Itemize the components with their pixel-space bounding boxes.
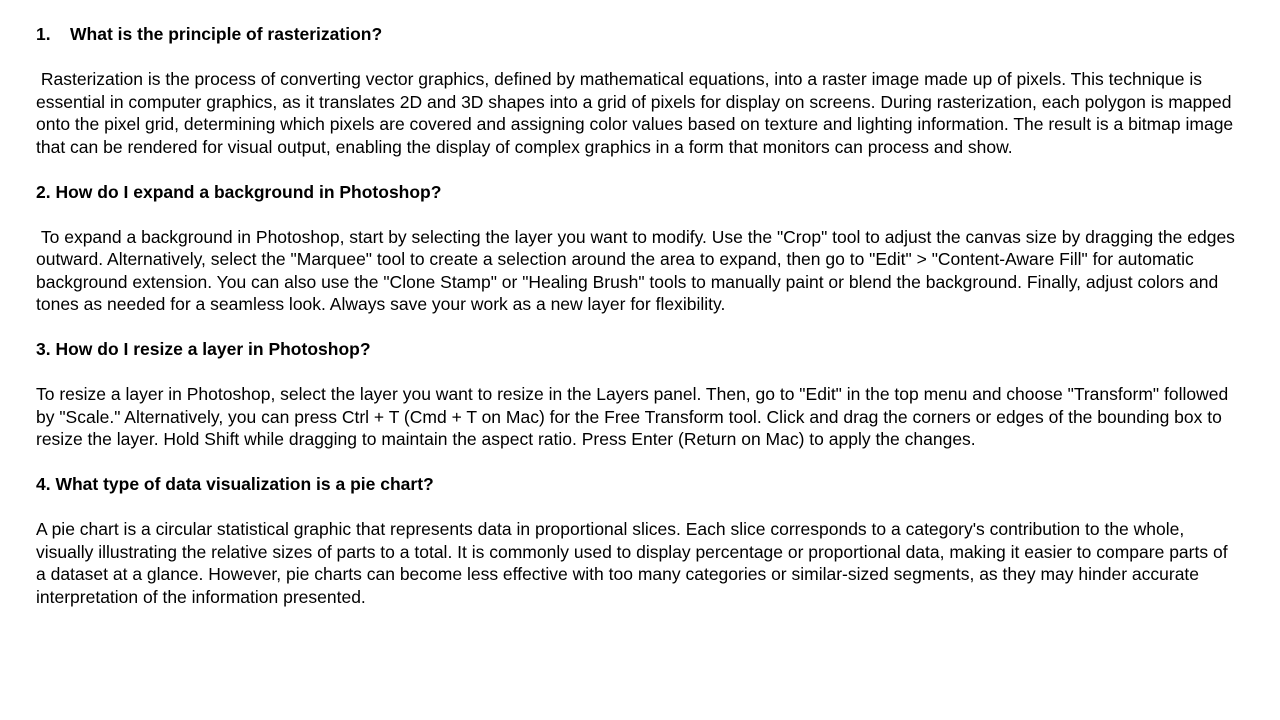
question-heading: 1. What is the principle of rasterization? — [36, 24, 383, 44]
answer-paragraph: To resize a layer in Photoshop, select the layer you want to resize in the Layers panel. Then, go to "Edit" in the top menu and choose "Transform" followed by "Scale." Alternatively, you can press Ctrl + T (Cmd + T on Mac) for the Free Transform tool. Click and drag the corners or edges of the bounding box to resize the layer. Hold Shift while dragging to maintain the aspect ratio. Press Enter (Return on Mac) to apply the changes. — [36, 384, 1234, 449]
answer-paragraph: Rasterization is the process of converting vector graphics, defined by mathematical equations, into a raster image made up of pixels. This technique is essential in computer graphics, as it translates 2D and 3D shapes into a grid of pixels for display on screens. During rasterization, each polygon is mapped onto the pixel grid, determining which pixels are covered and assigning color values based on texture and lighting information. The result is a bitmap image that can be rendered for visual output, enabling the display of complex graphics in a form that monitors can process and show. — [36, 69, 1239, 157]
qa-item-3 — [36, 338, 1236, 451]
document-page — [36, 23, 1240, 631]
qa-item-1 — [36, 23, 1239, 158]
answer-paragraph: A pie chart is a circular statistical graphic that represents data in proportional slices. Each slice corresponds to a category's contribution to the whole, visually illustrating the relative sizes of parts to a total. It is commonly used to display percentage or proportional data, making it easier to compare parts of a dataset at a glance. However, pie charts can become less effective with too many categories or similar-sized segments, as they may hinder accurate interpretation of the information presented. — [36, 519, 1233, 607]
answer-paragraph: To expand a background in Photoshop, start by selecting the layer you want to modify. Use the "Crop" tool to adjust the canvas size by dragging the edges outward. Alternatively, select the "Marquee" tool to create a selection around the area to expand, then go to "Edit" > "Content-Aware Fill" for automatic background extension. You can also use the "Clone Stamp" or "Healing Brush" tools to manually paint or blend the background. Finally, adjust colors and tones as needed for a seamless look. Always save your work as a new layer for flexibility. — [36, 226, 1240, 314]
question-heading: 2. How do I expand a background in Photoshop? — [36, 181, 442, 202]
qa-item-4 — [36, 473, 1236, 608]
question-heading: 3. How do I resize a layer in Photoshop? — [36, 339, 371, 359]
qa-item-2 — [36, 181, 1240, 316]
question-heading: 4. What type of data visualization is a pie chart? — [36, 474, 434, 494]
